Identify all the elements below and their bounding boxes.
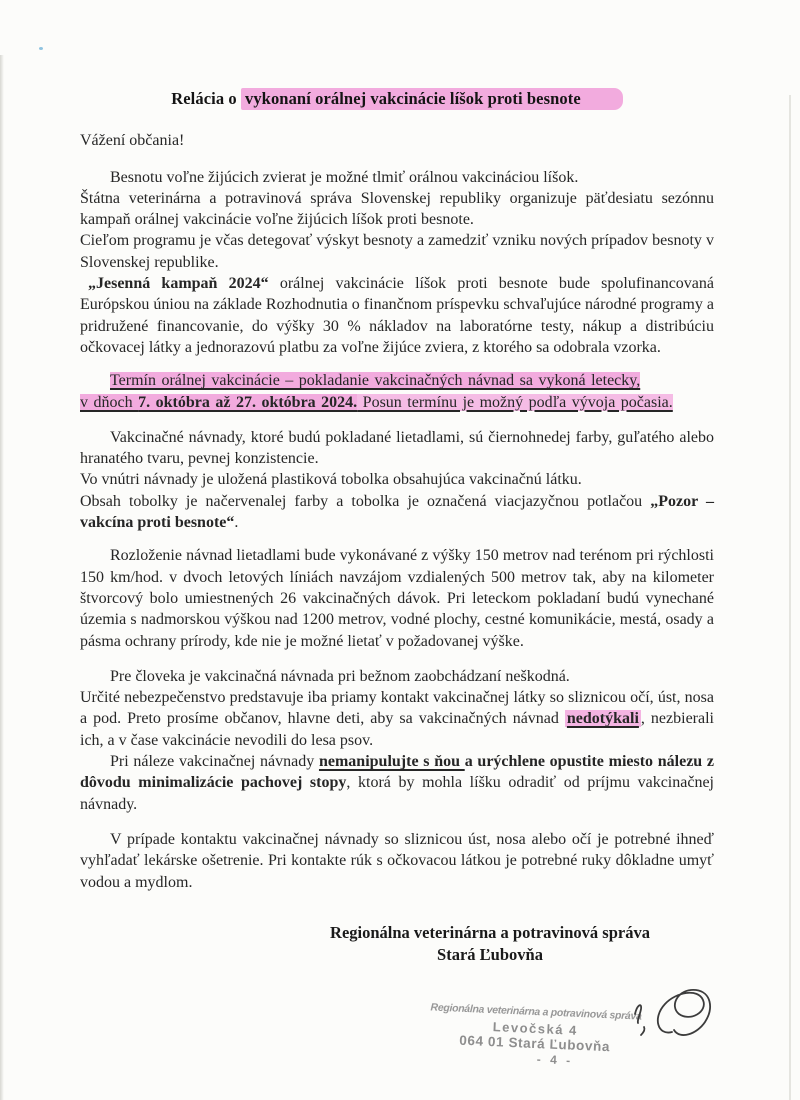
paragraph-medical: [80, 829, 714, 893]
intro-sentence-4: [80, 273, 714, 358]
baits-sentence-1: Vakcinačné návnady, ktoré budú pokladané lietadlami, sú čiernohnedej farby, guľatého alebo hranatého tvaru, pevnej konzistencie.: [80, 428, 714, 468]
term-notice-line-2: [80, 392, 714, 413]
handwritten-signature: [608, 980, 723, 1050]
stamp-street-line: Levočská 4: [492, 1019, 579, 1038]
scan-edge-shadow-left: [0, 55, 4, 1100]
leave-place-bold: a urýchlene opustite miesto nálezu z dôvodu minimalizácie pachovej stopy: [80, 753, 715, 792]
vaccination-term-notice: [80, 370, 714, 413]
stamp-org-line: Regionálna veterinárna a potravinová správa: [430, 1001, 642, 1023]
term-postpone-note: Posun termínu je možný podľa vývoja počasia.: [357, 393, 673, 411]
do-not-manipulate-bold: nemanipulujte s ňou: [318, 753, 465, 771]
signature-block: [280, 922, 700, 967]
safety-sentence-2: [80, 687, 714, 751]
baits-sentence-2: Vo vnútri návnady je uložená plastiková tobolka obsahujúca vakcinačnú látku.: [80, 471, 582, 489]
campaign-name-bold: „Jesenná kampaň 2024“: [88, 275, 269, 293]
salutation: Vážení občania!: [80, 132, 185, 150]
term-dates-bold: 7. októbra až 27. októbra 2024.: [138, 393, 358, 411]
intro-sentence-1: Besnotu voľne žijúcich zvierat je možné tlmiť orálnou vakcináciou líšok.: [110, 168, 579, 186]
safety-sentence-3: [80, 751, 714, 815]
signature-org-name: Regionálna veterinárna a potravinová správa: [330, 922, 650, 942]
signature-loop-stroke: [658, 990, 710, 1035]
document-content: [80, 88, 714, 967]
baits-sentence-3-prefix: Obsah tobolky je načervenalej farby a tobolka je označená viacjazyčnou potlačou: [80, 492, 651, 510]
scan-edge-line-right: [789, 95, 791, 1100]
paragraph-intro: [80, 167, 714, 359]
warning-label-bold: „Pozor – vakcína proti besnote“: [80, 492, 715, 532]
stamp-city-line: 064 01 Stará Ľubovňa: [459, 1032, 611, 1055]
intro-sentence-2: Štátna veterinárna a potravinová správa Slovenskej republiky organizuje päťdesiatu sezónnu kampaň orálnej vakcinácie voľne žijúcich líšok proti besnote.: [80, 189, 714, 229]
paragraph-safety: [80, 666, 714, 815]
baits-sentence-3: [80, 491, 714, 534]
paragraph-distribution: [80, 545, 714, 651]
scan-artifact-dot: [39, 47, 43, 50]
signature-comma-stroke: [641, 1027, 644, 1035]
medical-text: V prípade kontaktu vakcinačnej návnady so sliznicou úst, nosa alebo očí je potrebné ihneď vyhľadať lekárske ošetrenie. Pri kontakte rúk s očkovacou látkou je potrebné ruky dôkladne umyť vodou a mydlom.: [80, 830, 714, 891]
intro-sentence-4-rest: orálnej vakcinácie líšok proti besnote bude spolufinancovaná Európskou úniou na základe Rozhodnutia o finančnom príspevku schvaľujúce národné programy a pridružené financovanie, do výšky 30 % nákladov na laboratórne testy, nákup a distribúciu očkovacej látky a jednorazovú platbu za voľne žijúce zviera, z ktorého sa odobrala vzorka.: [80, 275, 715, 356]
term-line1-text: Termín orálnej vakcinácie – pokladanie vakcinačných návnad sa vykoná letecky,: [110, 372, 641, 390]
safety-sentence-2-suffix: , nezbierali ich, a v čase vakcinácie nevodili do lesa psov.: [80, 710, 714, 749]
title-highlight: vykonaní orálnej vakcinácie líšok proti besnote: [241, 88, 623, 110]
signature-city: Stará Ľubovňa: [437, 945, 543, 965]
intro-sentence-3: Cieľom programu je včas detegovať výskyt besnoty a zamedziť vzniku nových prípadov besnoty v Slovenskej republike.: [80, 232, 714, 271]
do-not-touch-marked: nedotýkali: [566, 710, 639, 728]
document-title: [80, 88, 714, 109]
baits-sentence-3-suffix: .: [234, 514, 239, 532]
term-line2-prefix: v dňoch: [80, 393, 139, 411]
safety-sentence-3-prefix: Pri náleze vakcinačnej návnady: [110, 753, 319, 771]
title-prefix: Relácia o: [171, 89, 241, 108]
signature-h-stroke: [635, 1005, 641, 1023]
distribution-text: Rozloženie návnad lietadlami bude vykonávané z výšky 150 metrov nad terénom pri rýchlosti 150 km/hod. v dvoch letových líniách navzájom vzdialených 500 metrov tak, aby na kilometer štvorcový bolo umiestnených 26 vakcinačných dávok. Pri leteckom pokladaní budú vynechané územia s nadmorskou výškou nad 1200 metrov, vodné plochy, cestné komunikácie, mestá, osady a pásma ochrany prírody, kde nie je možné lietať v požadovanej výške.: [80, 547, 714, 650]
term-notice-line-1: [80, 370, 714, 391]
paragraph-baits: [80, 427, 714, 533]
safety-sentence-2-prefix: Určité nebezpečenstvo predstavuje iba priamy kontakt vakcinačnej látky so sliznicou očí, úst, nosa a pod. Preto prosíme občanov, hlavne deti, aby sa vakcinačných návnad: [80, 689, 714, 728]
safety-sentence-1: Pre človeka je vakcinačná návnada pri bežnom zaobchádzaní neškodná.: [110, 667, 570, 685]
stamp-page-number: - 4 -: [536, 1052, 574, 1068]
safety-sentence-3-suffix: , ktorá by mohla líšku odradiť od príjmu vakcinačnej návnady.: [80, 774, 715, 813]
